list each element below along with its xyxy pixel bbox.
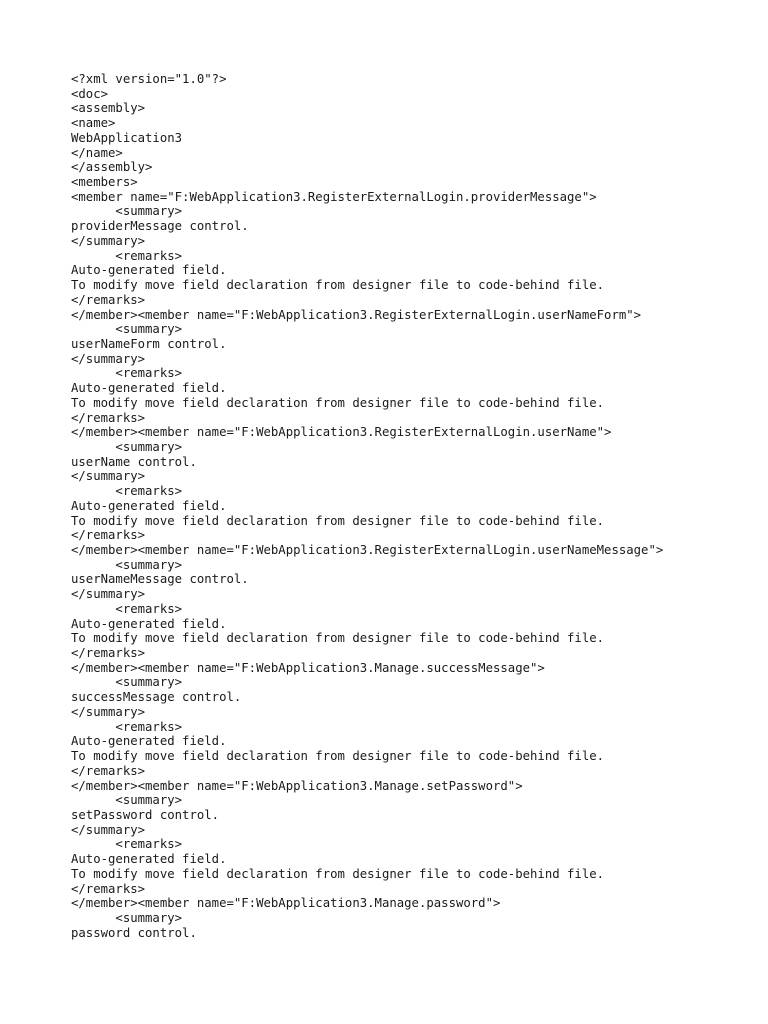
document-line: </assembly> — [71, 160, 153, 175]
document-line: Auto-generated field. — [71, 263, 227, 278]
document-line: <summary> — [71, 322, 183, 337]
document-line: To modify move field declaration from designer file to code-behind file. — [71, 278, 605, 293]
document-line: </remarks> — [71, 410, 146, 425]
document-line: <name> — [71, 116, 116, 131]
document-line: successMessage control. — [71, 690, 242, 705]
document-line: </member><member name="F:WebApplication3.RegisterExternalLogin.userName"> — [71, 425, 612, 440]
document-line: Auto-generated field. — [71, 381, 227, 396]
document-line: </summary> — [71, 233, 146, 248]
document-line: userName control. — [71, 454, 197, 469]
document-line: </member><member name="F:WebApplication3.Manage.successMessage"> — [71, 660, 545, 675]
document-line: Auto-generated field. — [71, 734, 227, 749]
document-line: To modify move field declaration from designer file to code-behind file. — [71, 866, 605, 881]
document-line: userNameForm control. — [71, 336, 227, 351]
document-line: <summary> — [71, 793, 183, 808]
document-line: setPassword control. — [71, 807, 220, 822]
document-line: </remarks> — [71, 763, 146, 778]
document-line: <?xml version="1.0"?> — [71, 72, 227, 86]
document-line: <summary> — [71, 439, 183, 454]
document-line: </remarks> — [71, 881, 146, 896]
document-line: To modify move field declaration from designer file to code-behind file. — [71, 631, 605, 646]
document-line: </name> — [71, 145, 123, 160]
document-line: </summary> — [71, 822, 146, 837]
document-line: </remarks> — [71, 528, 146, 543]
document-line: </summary> — [71, 587, 146, 602]
document-line: Auto-generated field. — [71, 498, 227, 513]
xml-document-text — [71, 72, 663, 940]
document-line: </summary> — [71, 351, 146, 366]
document-line: <remarks> — [71, 837, 183, 852]
document-line: <remarks> — [71, 248, 183, 263]
document-line: <summary> — [71, 675, 183, 690]
document-line: </remarks> — [71, 646, 146, 661]
document-line: <assembly> — [71, 101, 146, 116]
document-line: To modify move field declaration from designer file to code-behind file. — [71, 395, 605, 410]
document-line: </member><member name="F:WebApplication3.Manage.setPassword"> — [71, 778, 523, 793]
document-line: <remarks> — [71, 719, 183, 734]
document-line: <remarks> — [71, 366, 183, 381]
document-line: </summary> — [71, 469, 146, 484]
document-line: </remarks> — [71, 292, 146, 307]
document-line: password control. — [71, 925, 197, 940]
document-line: <doc> — [71, 86, 109, 101]
document-line: userNameMessage control. — [71, 572, 249, 587]
document-line: Auto-generated field. — [71, 852, 227, 867]
document-line: <summary> — [71, 910, 183, 925]
document-line: </member><member name="F:WebApplication3.RegisterExternalLogin.userNameMessage"> — [71, 543, 664, 557]
document-line: </member><member name="F:WebApplication3.RegisterExternalLogin.userNameForm"> — [71, 307, 642, 322]
document-line: To modify move field declaration from designer file to code-behind file. — [71, 749, 605, 764]
document-line: providerMessage control. — [71, 219, 249, 234]
document-line: <member name="F:WebApplication3.RegisterExternalLogin.providerMessage"> — [71, 189, 597, 204]
document-line: To modify move field declaration from designer file to code-behind file. — [71, 513, 605, 528]
document-line: Auto-generated field. — [71, 616, 227, 631]
document-line: <summary> — [71, 204, 183, 219]
document-line: <remarks> — [71, 484, 183, 499]
document-line: <remarks> — [71, 601, 183, 616]
document-line: <summary> — [71, 557, 183, 572]
document-line: </summary> — [71, 704, 146, 719]
document-line: WebApplication3 — [71, 130, 183, 145]
document-line: </member><member name="F:WebApplication3.Manage.password"> — [71, 896, 501, 911]
document-line: <members> — [71, 175, 138, 190]
